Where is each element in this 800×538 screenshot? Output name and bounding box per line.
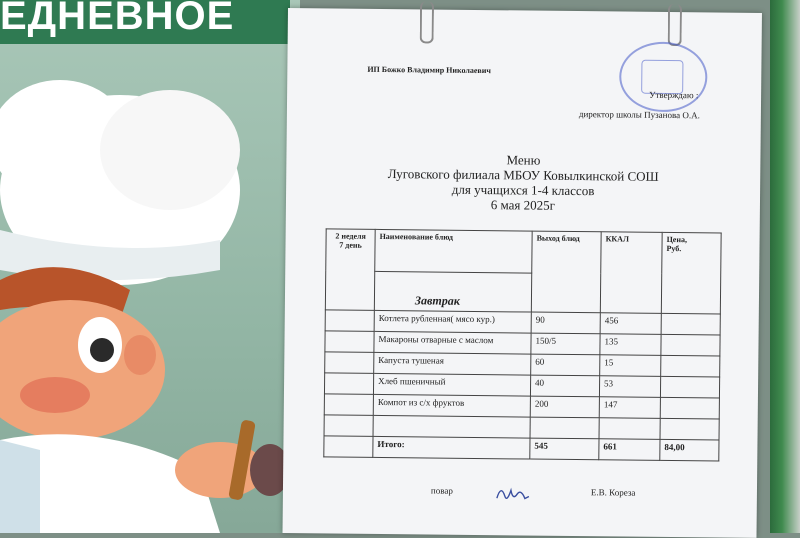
poster-title: ЕДНЕВНОЕ: [0, 0, 290, 44]
table-header-row: [326, 229, 721, 275]
item-kcal: 15: [600, 355, 661, 377]
column-name-header: Наименование блюд: [375, 229, 532, 272]
total-kcal: 661: [599, 439, 660, 461]
column-price-header: Цена, Руб.: [661, 232, 721, 314]
week-day-cell: 2 неделя 7 день: [325, 229, 375, 311]
column-kcal-header: ККАЛ: [600, 232, 662, 314]
item-name: Хлеб пшеничный: [373, 373, 530, 396]
menu-table: [323, 228, 721, 461]
menu-date: 6 мая 2025г: [490, 197, 556, 213]
chef-illustration: [0, 0, 300, 533]
approve-label: Утверждаю :: [649, 89, 699, 101]
paper-clip-right: [668, 4, 682, 46]
students-line: для учащихся 1-4 классов: [451, 181, 595, 199]
cook-signature: [495, 482, 531, 504]
item-output: 200: [530, 396, 599, 418]
total-output: 545: [530, 438, 599, 460]
item-kcal: 53: [599, 376, 660, 398]
menu-title: Меню: [506, 152, 541, 168]
item-name: Котлета рубленная( мясо кур.): [374, 310, 531, 333]
item-kcal: 456: [600, 313, 661, 335]
column-output-header: Выход блюд: [531, 231, 601, 313]
item-name: Компот из с/х фруктов: [373, 394, 530, 417]
total-label: Итого:: [373, 436, 530, 459]
item-output: 60: [531, 354, 600, 376]
school-name: Луговского филиала МБОУ Ковылкинской СОШ: [387, 166, 659, 184]
item-name: Капуста тушеная: [374, 352, 531, 375]
item-output: 150/5: [531, 333, 600, 355]
green-frame: [770, 0, 800, 533]
item-kcal: 147: [599, 397, 660, 419]
item-output: 90: [531, 312, 600, 334]
total-price: 84,00: [660, 439, 719, 461]
item-kcal: 135: [600, 334, 661, 356]
meal-label: Завтрак: [374, 271, 531, 312]
paper-clip-left: [420, 1, 434, 43]
total-row: [324, 436, 719, 461]
cook-name: Е.В. Кореза: [590, 487, 636, 498]
item-name: Макароны отварные с маслом: [374, 331, 531, 354]
menu-sheet: [283, 8, 762, 538]
chef-poster: [0, 0, 300, 533]
item-output: 40: [530, 375, 599, 397]
director-line: директор школы Пузанова О.А.: [578, 109, 700, 121]
ip-name: ИП Божко Владимир Николаевич: [367, 64, 491, 76]
cook-label: повар: [430, 485, 453, 496]
